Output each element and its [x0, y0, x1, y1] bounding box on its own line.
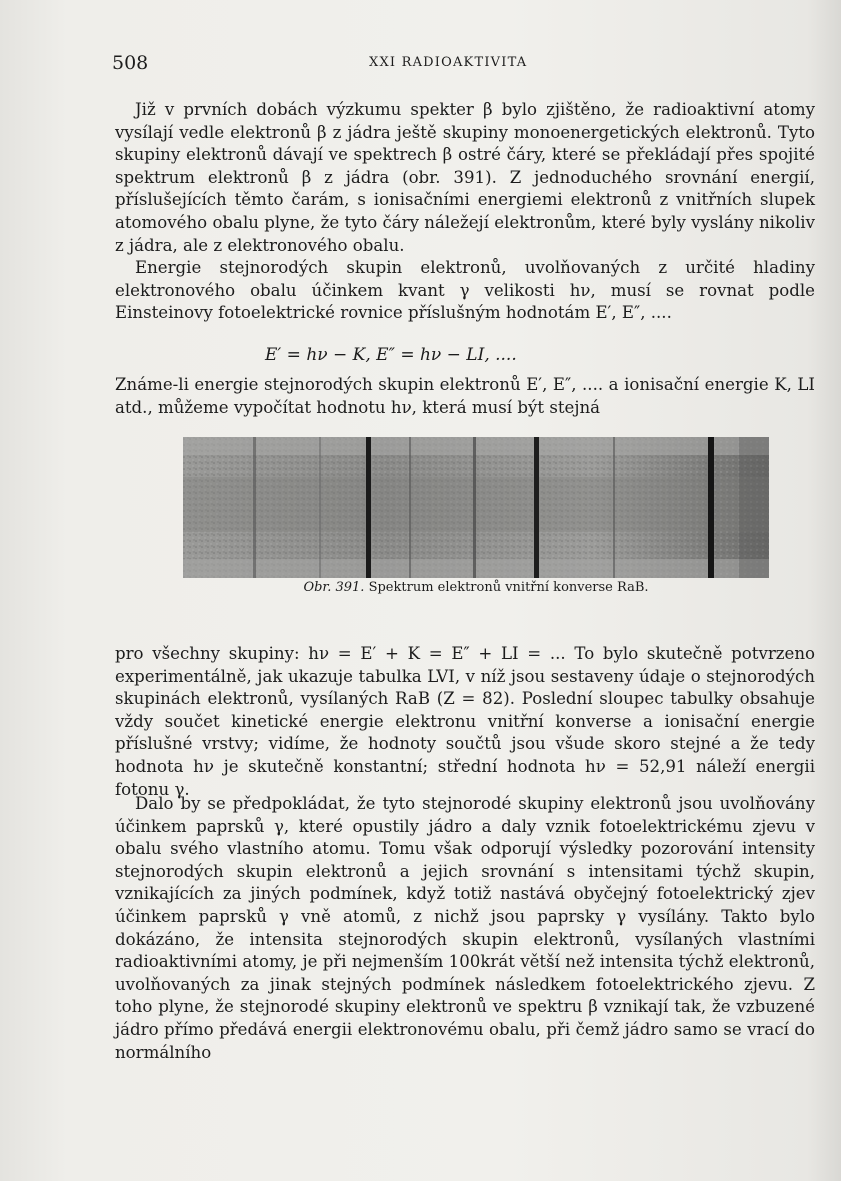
running-head: XXI RADIOAKTIVITA: [369, 55, 528, 70]
text-block-intro: [115, 99, 815, 325]
paragraph-1: Již v prvních dobách výzkumu spekter β bylo zjištěno, že radioaktivní atomy vysílají vedle elektronů β z jádra ještě skupiny monoenergetických elektronů. Tyto skupiny elektronů dávají ve spektrech β ostré čáry, které se překládají přes spojité spektrum elektronů β z jádra (obr. 391). Z jednoduchého srovnání energií, příslušejících těmto čarám, s ionisačními energiemi elektronů z vnitřních slupek atomového obalu plyne, že tyto čáry náležejí elektronům, které byly vyslány nikoliv z jádra, ale z elektronového obalu.: [115, 100, 815, 255]
text-block-2: [115, 374, 815, 419]
page-header: [112, 52, 812, 76]
equation-einstein: E′ = hν − K, E″ = hν − LI, ....: [265, 345, 517, 365]
spectrum-image: [183, 437, 769, 578]
spectrum-photograph: [183, 437, 769, 578]
paragraph-4: pro všechny skupiny: hν = E′ + K = E″ + LI = ... To bylo skutečně potvrzeno experimentálně, jak ukazuje tabulka LVI, v níž jsou sestaveny údaje o stejnorodých skupinách elektronů, vysílaných RaB (Z = 82). Poslední sloupec tabulky obsahuje vždy součet kinetické energie elektronu vnitřní konverse a ionisační energie příslušné vrstvy; vidíme, že hodnoty součtů jsou všude skoro stejné a že tedy hodnota hν je skutečně konstantní; střední hodnota hν = 52,91 náleží energii fotonu γ.: [115, 644, 815, 799]
paragraph-2: Energie stejnorodých skupin elektronů, uvolňovaných z určité hladiny elektronového obalu účinkem kvant γ velikosti hν, musí se rovnat podle Einsteinovy fotoelektrické rovnice příslušným hodnotám E′, E″, ....: [115, 258, 815, 323]
paragraph-3: Známe-li energie stejnorodých skupin elektronů E′, E″, .... a ionisační energie K, LI atd., můžeme vypočítat hodnotu hν, která musí být stejná: [115, 375, 815, 417]
figure-label: Obr. 391.: [303, 580, 365, 595]
figure-caption-text: Spektrum elektronů vnitřní konverse RaB.: [368, 580, 649, 595]
text-block-3: [115, 643, 815, 801]
figure-caption: [183, 580, 769, 595]
text-block-4: [115, 793, 815, 1064]
paragraph-5: Dalo by se předpokládat, že tyto stejnorodé skupiny elektronů jsou uvolňovány účinkem paprsků γ, které opustily jádro a daly vznik fotoelektrickému zjevu v obalu svého vlastního atomu. Tomu však odporují výsledky pozorování intensity stejnorodých skupin elektronů a jejich srovnání s intensitami týchž skupin, vznikajících za jiných podmínek, když totiž nastává obyčejný fotoelektrický zjev účinkem paprsků γ vně atomů, z nichž jsou paprsky γ vysílány. Takto bylo dokázáno, že intensita stejnorodých skupin elektronů, vysílaných vlastními radioaktivními atomy, je při nejmenším 100krát větší než intensita týchž elektronů, uvolňovaných za jinak stejných podmínek následkem fotoelektrického zjevu. Z toho plyne, že stejnorodé skupiny elektronů ve spektru β vznikají tak, že vzbuzené jádro přímo předává energii elektronovému obalu, při čemž jádro samo se vrací do normálního: [115, 794, 815, 1062]
page-number: 508: [112, 52, 149, 74]
